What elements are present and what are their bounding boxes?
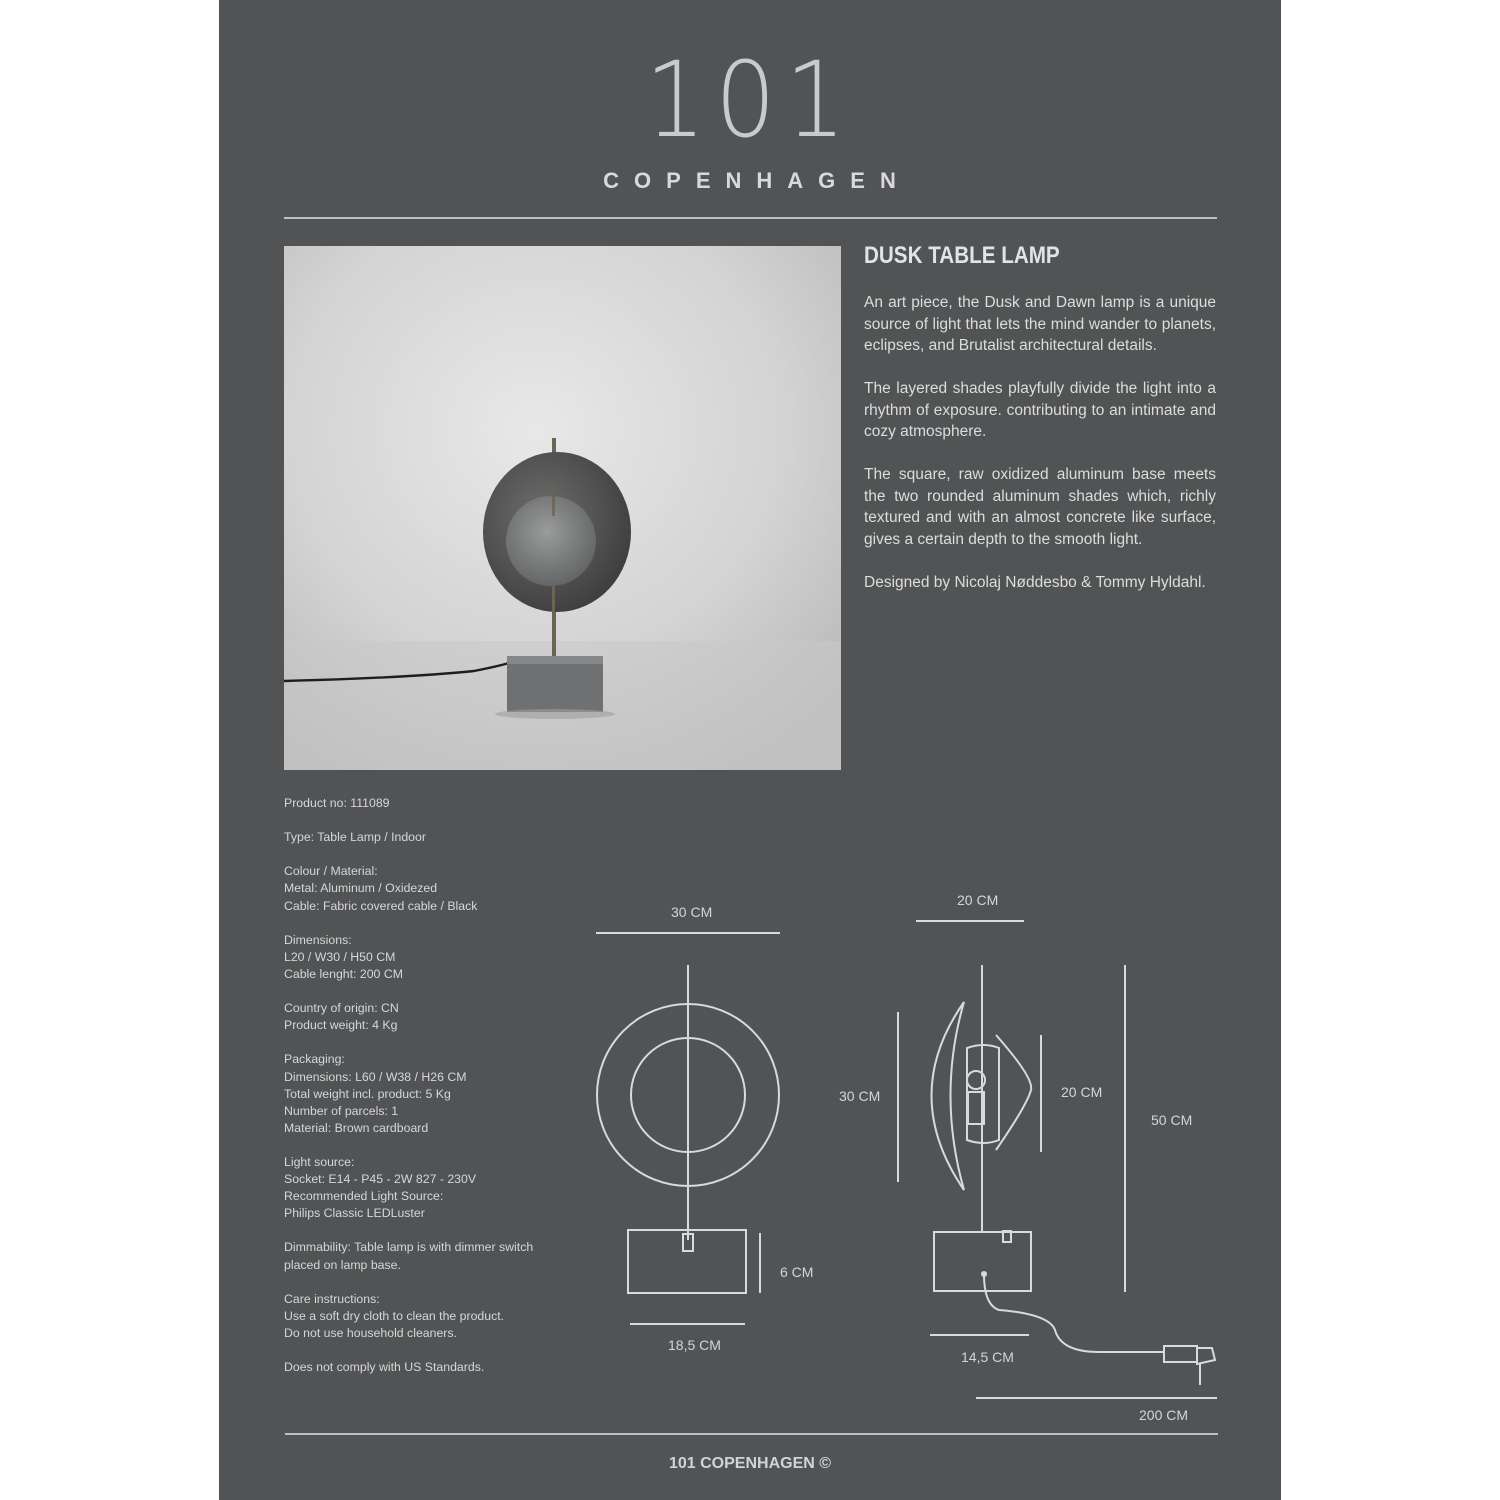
label-front-width: 30 CM (671, 904, 713, 920)
spec-line: Cable lenght: 200 CM (284, 966, 403, 981)
spec-line: Cable: Fabric covered cable / Black (284, 898, 478, 913)
spec-line: Dimmability: Table lamp is with dimmer switch (284, 1240, 534, 1255)
spec-line: Material: Brown cardboard (284, 1120, 429, 1135)
side-cable (984, 1274, 1164, 1352)
spec-line: Philips Classic LEDLuster (284, 1206, 425, 1221)
spec-line: Metal: Aluminum / Oxidezed (284, 881, 438, 896)
spec-heading: Recommended Light Source: (284, 1189, 444, 1204)
spec-line: Product weight: 4 Kg (284, 1018, 398, 1033)
spec-heading: Care instructions: (284, 1291, 380, 1306)
spec-heading: Dimensions: (284, 932, 352, 947)
side-base (934, 1232, 1031, 1291)
technical-drawing (219, 0, 1281, 1500)
label-side-total-height: 50 CM (1151, 1112, 1193, 1128)
label-side-shade-height: 30 CM (839, 1088, 881, 1104)
brand-logo-city: COPENHAGEN (603, 168, 911, 193)
spec-heading: Packaging: (284, 1052, 345, 1067)
bottom-divider (285, 1433, 1218, 1435)
product-sheet (219, 0, 1281, 1500)
label-side-inner-shade-height: 20 CM (1061, 1084, 1103, 1100)
spec-heading: Colour / Material: (284, 864, 378, 879)
description-paragraph: The layered shades playfully divide the light into a rhythm of exposure. contributing to an intimate and cozy atmosphere. (864, 380, 1216, 440)
spec-product-no: Product no: 111089 (284, 796, 390, 810)
spec-compliance: Does not comply with US Standards. (284, 1360, 485, 1375)
spec-line: placed on lamp base. (284, 1257, 401, 1272)
label-side-base-width: 14,5 CM (961, 1349, 1014, 1365)
spec-line: Number of parcels: 1 (284, 1103, 399, 1118)
plug-body (1164, 1346, 1197, 1362)
label-front-base-width: 18,5 CM (668, 1337, 721, 1353)
spec-line: L20 / W30 / H50 CM (284, 949, 396, 964)
spec-line: Country of origin: CN (284, 1001, 399, 1016)
brand-logo-number: 101 (644, 39, 856, 161)
plug-head (1197, 1348, 1215, 1364)
side-outer-shade (932, 1002, 965, 1190)
label-side-depth: 20 CM (957, 892, 999, 908)
spec-line: Dimensions: L60 / W38 / H26 CM (284, 1069, 467, 1084)
spec-line: Socket: E14 - P45 - 2W 827 - 230V (284, 1172, 477, 1187)
product-title: DUSK TABLE LAMP (864, 242, 1060, 269)
label-front-base-height: 6 CM (780, 1264, 814, 1280)
side-inner-shade (996, 1035, 1031, 1150)
description-paragraph: The square, raw oxidized aluminum base meets the two rounded aluminum shades which, richly textured and with an almost concrete like surface, gives a certain depth to the smooth light. (864, 466, 1216, 548)
spec-line: Do not use household cleaners. (284, 1325, 457, 1340)
footer-copyright: 101 COPENHAGEN © (668, 1455, 832, 1472)
description-paragraph: An art piece, the Dusk and Dawn lamp is a unique source of light that lets the mind wander to planets, eclipses, and Brutalist architectural details. (864, 294, 1216, 354)
spec-line: Use a soft dry cloth to clean the product. (284, 1308, 505, 1323)
spec-heading: Light source: (284, 1154, 355, 1169)
spec-type: Type: Table Lamp / Indoor (284, 830, 426, 845)
designer-credit: Designed by Nicolaj Nøddesbo & Tommy Hyldahl. (864, 573, 1206, 591)
spec-line: Total weight incl. product: 5 Kg (284, 1086, 451, 1101)
label-cable-length: 200 CM (1139, 1407, 1189, 1423)
